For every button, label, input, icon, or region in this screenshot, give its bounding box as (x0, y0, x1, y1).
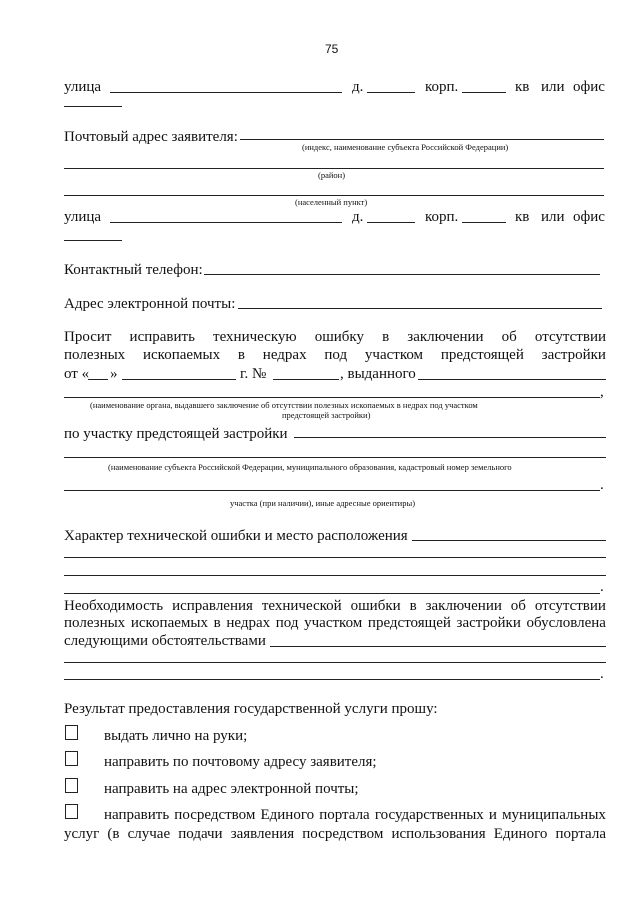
house-input-2[interactable] (367, 222, 415, 223)
plot-hint-1: (наименование субъекта Российской Федерации, муниципального образования, кадастровый номер земельного (108, 462, 512, 472)
necessity-dot: . (600, 666, 604, 682)
date-day-input[interactable] (88, 379, 108, 380)
option-label-email: направить на адрес электронной почты; (104, 781, 359, 797)
house-input[interactable] (367, 92, 415, 93)
date-close-quote: » (110, 366, 118, 382)
option-label-portal-line-1: направить посредством Единого портала государственных и муниципальных (104, 807, 606, 823)
date-from-label: от « (64, 366, 90, 382)
postal-region-hint: (индекс, наименование субъекта Российской Федерации) (302, 142, 509, 152)
apt-label: кв (515, 79, 530, 95)
option-label-portal-line-2: услуг (в случае подачи заявления посредством использования Единого портала (64, 826, 606, 842)
plot-hint-2: участка (при наличии), иные адресные ориентиры) (230, 498, 416, 508)
issuer-hint-1: (наименование органа, выдавшего заключение об отсутствии полезных ископаемых в недрах под участком (90, 400, 478, 410)
necessity-line-2: полезных ископаемых в недрах под участком предстоящей застройки обусловлена (64, 615, 606, 631)
necessity-input-2[interactable] (64, 662, 606, 663)
error-input-4[interactable] (64, 593, 600, 594)
error-dot: . (600, 579, 604, 595)
plot-dot: . (600, 477, 604, 493)
option-checkbox-in-person[interactable] (65, 725, 78, 740)
error-label: Характер технической ошибки и место расположения (64, 528, 408, 544)
plot-input-3[interactable] (64, 490, 600, 491)
page-number: 75 (325, 42, 339, 56)
contact-phone-input[interactable] (204, 274, 600, 275)
postal-locality-hint: (населенный пункт) (295, 197, 368, 207)
postal-district-input[interactable] (64, 168, 604, 169)
option-checkbox-email[interactable] (65, 778, 78, 793)
option-label-in-person: выдать лично на руки; (104, 728, 248, 744)
document-number-input[interactable] (273, 379, 339, 380)
building-input[interactable] (462, 92, 506, 93)
issued-label: , выданного (340, 366, 416, 382)
or-label-2: или (541, 209, 565, 225)
email-label: Адрес электронной почты: (64, 296, 236, 312)
error-input-3[interactable] (64, 575, 606, 576)
building-input-2[interactable] (462, 222, 506, 223)
street-label: улица (64, 79, 102, 95)
issuer-input-2[interactable] (64, 397, 600, 398)
apt-label-2: кв (515, 209, 530, 225)
plot-label: по участку предстоящей застройки (64, 426, 288, 442)
postal-district-hint: (район) (318, 170, 346, 180)
necessity-line-3: следующими обстоятельствами (64, 633, 266, 649)
plot-input-2[interactable] (64, 457, 606, 458)
or-label: или (541, 79, 565, 95)
error-input-2[interactable] (64, 557, 606, 558)
street-input-2[interactable] (110, 222, 342, 223)
necessity-input-3[interactable] (64, 679, 600, 680)
plot-input[interactable] (294, 437, 606, 438)
building-label: корп. (425, 79, 459, 95)
year-number-label: г. № (240, 366, 267, 382)
issuer-comma: , (600, 384, 604, 400)
office-input[interactable] (64, 106, 122, 107)
office-label-2: офис (573, 209, 605, 225)
postal-locality-input[interactable] (64, 195, 604, 196)
email-input[interactable] (238, 308, 602, 309)
issuer-hint-2: предстоящей застройки) (282, 410, 371, 420)
postal-address-label: Почтовый адрес заявителя: (64, 129, 238, 145)
request-line-1: Просит исправить техническую ошибку в заключении об отсутствии (64, 329, 606, 345)
option-checkbox-postal[interactable] (65, 751, 78, 766)
option-label-postal: направить по почтовому адресу заявителя; (104, 754, 377, 770)
result-label: Результат предоставления государственной услуги прошу: (64, 701, 438, 717)
issuer-input[interactable] (418, 379, 606, 380)
postal-region-input[interactable] (240, 139, 604, 140)
house-label: д. (352, 79, 364, 95)
date-month-input[interactable] (122, 379, 236, 380)
request-line-2: полезных ископаемых в недрах под участком предстоящей застройки (64, 347, 606, 363)
contact-phone-label: Контактный телефон: (64, 262, 203, 278)
error-input-1[interactable] (412, 540, 606, 541)
building-label-2: корп. (425, 209, 459, 225)
street-label-2: улица (64, 209, 102, 225)
house-label-2: д. (352, 209, 364, 225)
office-input-2[interactable] (64, 240, 122, 241)
office-label: офис (573, 79, 605, 95)
street-input[interactable] (110, 92, 342, 93)
necessity-line-1: Необходимость исправления технической ошибки в заключении об отсутствии (64, 598, 606, 614)
necessity-input-1[interactable] (270, 646, 606, 647)
option-checkbox-portal[interactable] (65, 804, 78, 819)
